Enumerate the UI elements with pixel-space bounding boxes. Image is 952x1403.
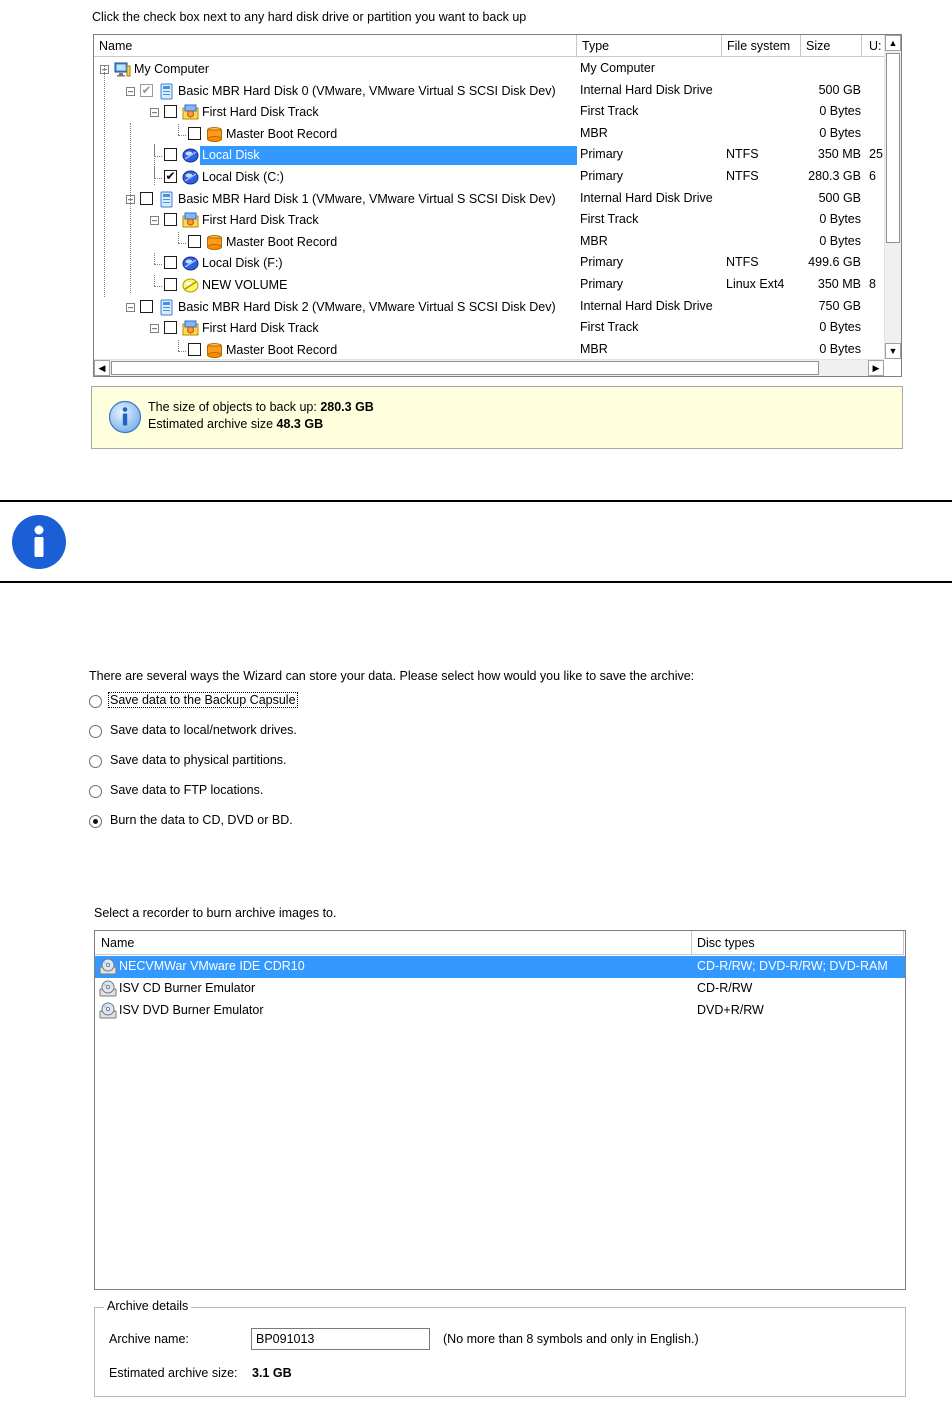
tree-item-name: Local Disk (F:) [202,256,283,271]
save-option-label: Save data to FTP locations. [110,783,264,797]
tree-row[interactable] [94,318,880,339]
tree-row[interactable] [94,124,880,145]
tree-item-size: 0 Bytes [819,320,861,335]
mbr-icon [206,234,223,251]
archive-name-label: Archive name: [109,1332,189,1346]
cd-drive-icon [99,958,117,976]
tree-connector [178,351,186,352]
tree-row[interactable] [94,232,880,253]
tree-connector [178,232,179,243]
column-header-used[interactable]: U: [862,35,886,57]
tree-item-name: My Computer [134,62,210,76]
tree-item-type: Primary [580,277,624,291]
checkbox[interactable] [164,213,177,226]
backup-size-info-box [91,386,903,449]
column-header-recorder-name[interactable]: Name [95,931,692,955]
recorder-disc-types: CD-R/RW; DVD-R/RW; DVD-RAM [697,959,888,973]
recorder-name: ISV DVD Burner Emulator [119,1003,264,1017]
tree-item-used: 25 [869,147,883,162]
save-option-label: Burn the data to CD, DVD or BD. [110,813,293,827]
archive-details-group [94,1307,906,1397]
column-header-file-system[interactable]: File system [722,35,801,57]
tree-row[interactable] [94,81,880,102]
tree-connector [154,286,162,287]
horizontal-scroll-thumb[interactable] [111,361,819,375]
tree-connector [154,156,162,157]
radio-dot [93,819,98,824]
checkbox[interactable] [164,148,177,161]
column-header-name[interactable]: Name [94,35,577,57]
radio-button[interactable] [89,695,102,708]
hard-disk-icon [158,299,175,316]
checkbox[interactable]: ✔ [141,82,152,97]
tree-row[interactable] [94,167,880,188]
radio-selected[interactable] [89,815,102,828]
archive-name-hint: (No more than 8 symbols and only in English.) [443,1332,699,1346]
tree-item-size: 0 Bytes [819,104,861,119]
disk-track-icon [182,320,199,337]
tree-connector [178,124,179,135]
tree-item-size: 0 Bytes [819,212,861,227]
tree-item-used: 8 [869,277,876,291]
checkbox[interactable] [140,192,153,205]
tree-item-name: Basic MBR Hard Disk 0 (VMware, VMware Virtual S SCSI Disk Dev) [178,83,556,98]
tree-row[interactable] [94,275,880,296]
recorder-disc-types: CD-R/RW [697,981,753,995]
recorder-row[interactable] [95,978,905,1000]
tree-item-size: 500 GB [818,82,861,97]
tree-item-type: MBR [580,341,608,356]
tree-item-used: 6 [869,169,876,183]
tree-item-type: First Track [580,212,639,227]
tree-item-file-system: NTFS [726,147,759,162]
tree-item-type: Internal Hard Disk Drive [580,190,713,205]
column-header-size[interactable]: Size [801,35,862,57]
tree-row[interactable] [94,340,880,361]
tree-row[interactable] [94,145,883,166]
checkbox[interactable] [164,256,177,269]
archive-size-value: 3.1 GB [252,1366,292,1380]
recorder-name: NECVMWar VMware IDE CDR10 [119,959,305,973]
linux-volume-icon [182,277,199,294]
tree-connector [178,135,186,136]
estimated-size-value: 48.3 GB [276,417,324,431]
tree-item-size: 499.6 GB [808,255,861,270]
tree-row[interactable] [94,253,880,274]
checked-checkbox[interactable]: ✔ [165,169,176,183]
tree-item-name: NEW VOLUME [202,278,288,292]
partition-icon [182,169,199,186]
tree-connector [154,264,162,265]
info-icon [108,400,142,434]
tree-item-name: Master Boot Record [226,234,338,249]
archive-name-input[interactable] [251,1328,430,1350]
estimated-size-line [148,417,323,431]
collapse-icon[interactable]: – [151,323,157,334]
disk-track-icon [182,104,199,121]
tree-item-name: First Hard Disk Track [202,321,319,336]
tree-item-size: 350 MB [817,277,861,291]
checkbox[interactable] [140,300,153,313]
vertical-scroll-thumb[interactable] [886,53,900,243]
column-header-type[interactable]: Type [577,35,722,57]
tree-item-name: Basic MBR Hard Disk 1 (VMware, VMware Virtual S SCSI Disk Dev) [178,191,556,206]
horizontal-scrollbar[interactable] [94,359,884,376]
collapse-icon[interactable]: – [127,85,133,96]
backup-size-value: 280.3 GB [320,400,374,414]
tree-connector [154,253,155,264]
hard-disk-icon [158,83,175,100]
tree-item-name: First Hard Disk Track [202,213,319,228]
tree-item-type: My Computer [580,61,656,75]
mbr-icon [206,342,223,359]
tree-connector [178,340,179,351]
tree-item-name: Master Boot Record [226,126,338,141]
scroll-right-arrow-icon[interactable]: ▶ [868,360,884,376]
disk-tree-list[interactable] [93,34,902,377]
tree-item-name: Master Boot Record [226,342,338,357]
tree-item-size: 280.3 GB [808,169,861,183]
archive-size-label: Estimated archive size: [109,1366,238,1380]
radio-button[interactable] [89,725,102,738]
tree-item-type: MBR [580,233,608,248]
tree-item-size: 0 Bytes [819,233,861,248]
tree-item-file-system: NTFS [726,169,759,183]
tree-item-file-system: NTFS [726,255,759,270]
tree-connector [178,243,186,244]
estimated-size-label: Estimated archive size [148,417,274,431]
tree-guide-line [130,123,131,293]
tree-item-size: 500 GB [818,190,861,205]
tree-item-size: 750 GB [818,298,861,313]
disk-track-icon [182,212,199,229]
tree-item-size: 350 MB [817,147,861,162]
column-header-disc-types[interactable]: Disc types [692,931,904,955]
tree-item-type: Internal Hard Disk Drive [580,82,713,97]
partition-icon [182,255,199,272]
tree-item-type: MBR [580,125,608,140]
tree-item-type: First Track [580,104,639,119]
tree-row[interactable] [94,59,880,80]
tree-item-type: Internal Hard Disk Drive [580,298,713,313]
computer-icon [114,61,131,78]
tree-item-type: First Track [580,320,639,335]
scroll-down-arrow-icon[interactable]: ▼ [885,343,901,359]
tree-item-size: 0 Bytes [819,125,861,140]
checkbox[interactable] [164,278,177,291]
save-option-label: Save data to physical partitions. [110,753,287,767]
note-divider-bottom [0,581,952,583]
save-instruction: There are several ways the Wizard can store your data. Please select how would you like to save the archive: [89,669,695,683]
tree-item-type: Primary [580,169,624,183]
recorder-disc-types: DVD+R/RW [697,1003,764,1017]
hard-disk-icon [158,191,175,208]
checkbox[interactable] [188,235,201,248]
tree-guide-line [154,144,155,185]
collapse-icon[interactable]: – [151,215,157,226]
tree-connector [154,178,162,179]
tree-row[interactable] [94,210,880,231]
radio-button[interactable] [89,755,102,768]
tree-item-name: Local Disk (C:) [202,170,284,184]
recorder-row[interactable] [95,956,905,978]
note-info-icon [11,514,67,570]
radio-button[interactable] [89,785,102,798]
partition-icon [182,147,199,164]
tree-item-name: Basic MBR Hard Disk 2 (VMware, VMware Virtual S SCSI Disk Dev) [178,299,556,314]
tree-instruction: Click the check box next to any hard disk drive or partition you want to back up [92,10,527,24]
tree-item-name: Local Disk [202,148,260,163]
tree-guide-line [104,65,105,297]
archive-details-legend: Archive details [104,1299,191,1313]
mbr-icon [206,126,223,143]
scroll-up-arrow-icon[interactable]: ▲ [885,35,901,51]
tree-row[interactable] [94,189,880,210]
tree-item-file-system: Linux Ext4 [726,277,785,291]
tree-item-name: First Hard Disk Track [202,105,319,120]
tree-row[interactable] [94,297,880,318]
collapse-icon[interactable]: – [127,193,133,204]
cd-drive-icon [99,980,117,998]
recorder-name: ISV CD Burner Emulator [119,981,256,995]
backup-size-label: The size of objects to back up: [148,400,317,414]
collapse-icon[interactable]: – [151,107,157,118]
checkbox[interactable] [164,321,177,334]
cd-drive-icon [99,1002,117,1020]
recorder-list[interactable] [94,930,906,1290]
tree-item-type: Primary [580,147,624,162]
tree-connector [154,275,155,286]
checkbox[interactable] [188,343,201,356]
tree-item-size: 0 Bytes [819,341,861,356]
note-divider-top [0,500,952,502]
recorder-instruction: Select a recorder to burn archive images to. [94,906,337,920]
collapse-icon[interactable]: – [101,64,107,74]
tree-row[interactable] [94,102,880,123]
checkbox[interactable] [188,127,201,140]
recorder-row[interactable] [95,1000,905,1022]
checkbox[interactable] [164,105,177,118]
tree-item-type: Primary [580,255,624,270]
scroll-left-arrow-icon[interactable]: ◀ [94,360,110,376]
save-option-label: Save data to local/network drives. [110,723,297,737]
backup-size-line [148,400,374,414]
save-option-label: Save data to the Backup Capsule [110,693,296,707]
vertical-scrollbar[interactable] [884,35,901,359]
collapse-icon[interactable]: – [127,301,133,312]
